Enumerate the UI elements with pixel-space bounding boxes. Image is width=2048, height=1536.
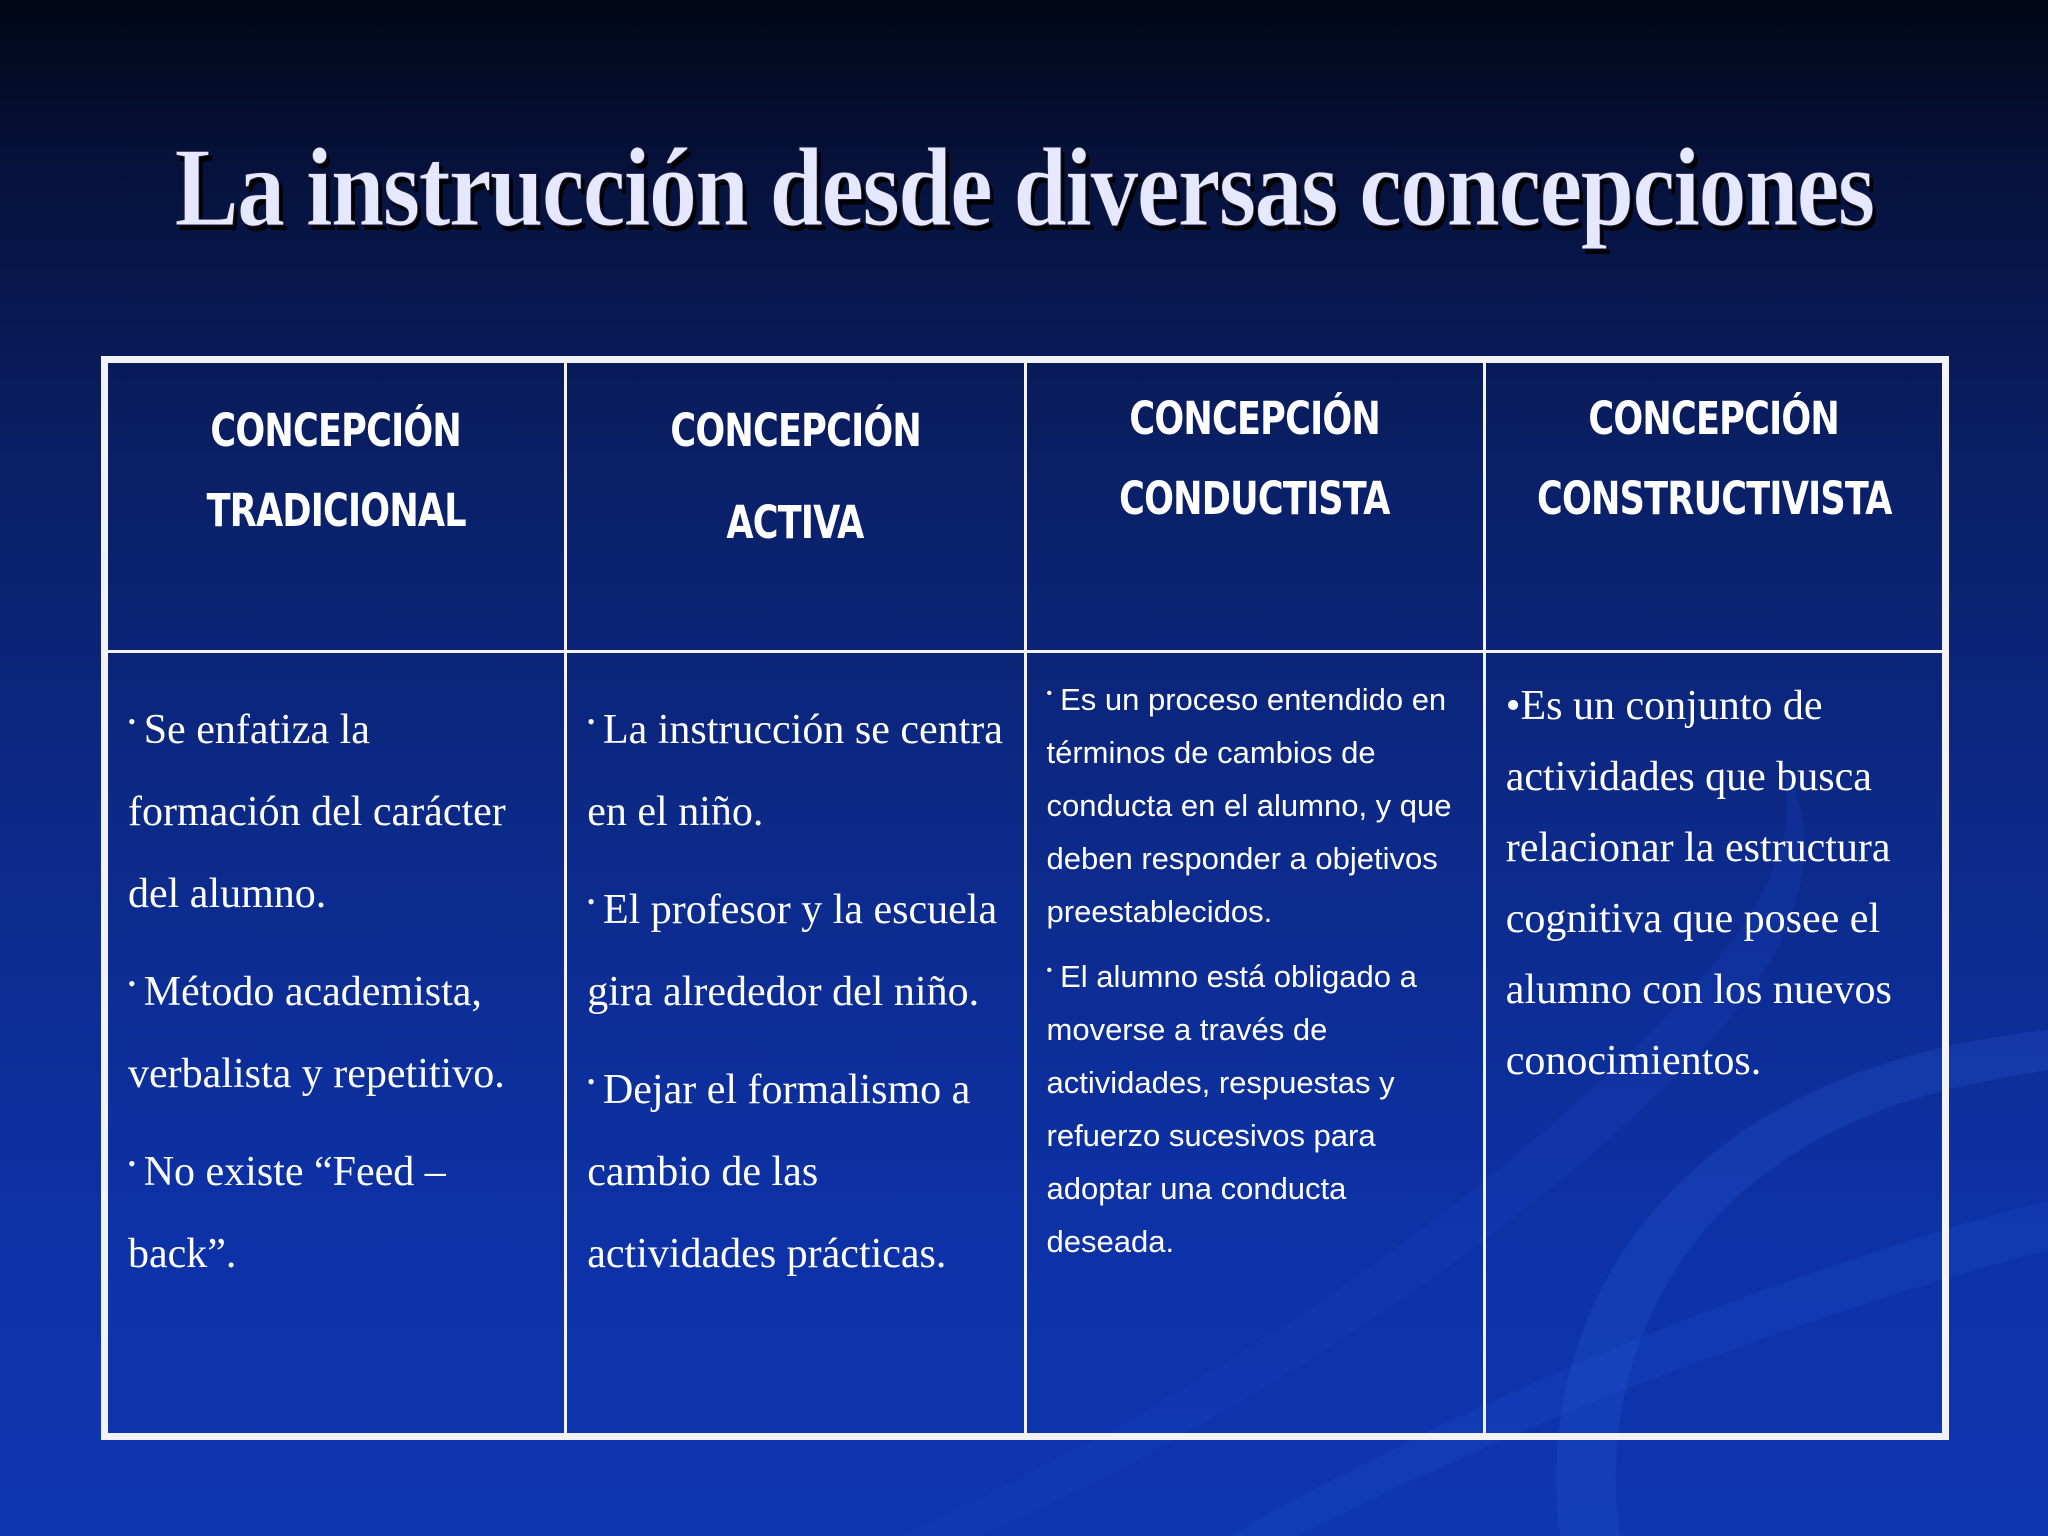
table-header-row: [107, 362, 1944, 652]
header-activa: [566, 362, 1025, 652]
cell-conductista: [1025, 652, 1484, 1435]
bullet-icon: •: [1046, 962, 1053, 979]
header-line: CONCEPCIÓN: [1588, 392, 1840, 445]
bullet-icon: •: [1046, 685, 1053, 702]
header-line: CONCEPCIÓN: [210, 404, 462, 457]
list-item: • El profesor y la escuela gira alrededor del niño.: [587, 887, 998, 1015]
table-body-row: [107, 652, 1944, 1435]
concepciones-table: [101, 356, 1949, 1440]
bullet-icon: •: [587, 889, 595, 914]
cell-activa: [566, 652, 1025, 1435]
header-line: CONSTRUCTIVISTA: [1536, 472, 1892, 525]
list-item: • No existe “Feed – back”.: [128, 1149, 446, 1277]
cell-constructivista: [1484, 652, 1943, 1435]
header-constructivista: [1484, 362, 1943, 652]
list-item: • El alumno está obligado a moverse a través de actividades, respuestas y refuerzo sucesivos para adoptar una conducta deseada.: [1046, 959, 1417, 1259]
bullet-icon: •: [587, 709, 595, 734]
cell-tradicional: [107, 652, 566, 1435]
bullet-icon: •: [587, 1069, 595, 1094]
list-item: • Se enfatiza la formación del carácter del alumno.: [128, 707, 506, 917]
bullet-icon: •: [128, 1151, 136, 1176]
header-line: CONDUCTISTA: [1119, 472, 1390, 525]
header-line: CONCEPCIÓN: [670, 404, 921, 457]
header-line: ACTIVA: [726, 496, 864, 549]
list-item: • Método academista, verbalista y repetitivo.: [128, 969, 505, 1097]
slide-title: La instrucción desde diversas concepciones: [174, 126, 1874, 250]
cell-text: •Es un conjunto de actividades que busca relacionar la estructura cognitiva que posee el alumno con los nuevos conocimientos.: [1505, 683, 1892, 1084]
bullet-icon: •: [128, 709, 136, 734]
header-line: CONCEPCIÓN: [1129, 392, 1380, 445]
header-conductista: [1025, 362, 1484, 652]
bullet-icon: •: [128, 971, 136, 996]
list-item: • Es un proceso entendido en términos de cambios de conducta en el alumno, y que deben responder a objetivos preestablecidos.: [1046, 682, 1452, 929]
list-item: • La instrucción se centra en el niño.: [587, 707, 1003, 835]
list-item: • Dejar el formalismo a cambio de las actividades prácticas.: [587, 1067, 971, 1277]
header-line: TRADICIONAL: [206, 484, 466, 537]
header-tradicional: [107, 362, 566, 652]
